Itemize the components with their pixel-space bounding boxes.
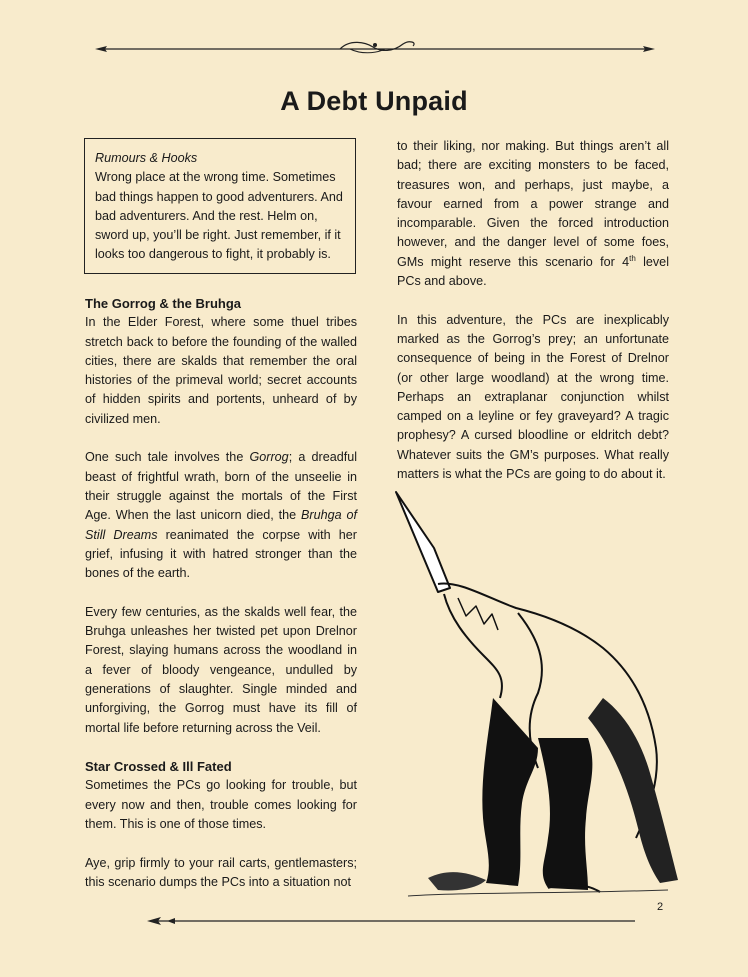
section-heading-star-crossed: Star Crossed & Ill Fated	[85, 759, 232, 775]
hooks-text: Wrong place at the wrong time. Sometimes bad things happen to good adventurers. And bad adventurers. And the rest. Helm on, sword up, you’ll be right. Just remember, if it looks too dangerous to fight, it probably is.	[95, 170, 343, 262]
page-title: A Debt Unpaid	[280, 86, 468, 116]
paragraph: One such tale involves the Gorrog; a dreadful beast of frightful wrath, born of the unseelie in their struggle against the mortals of the First Age. When the last unicorn died, the Bruhga of Still Dreams reanimated the corpse with her grief, infusing it with hatred stronger than the bones of the earth.	[85, 450, 358, 581]
paragraph: to their liking, nor making. But things aren’t all bad; there are exciting monsters to be faced, treasures won, and perhaps, just maybe, a favour earned from a power strange and incomparable. Given the forced introduction however, and the danger level of some foes, GMs might reserve this scenario for 4th level PCs and above.	[397, 139, 669, 289]
arrow-divider-icon	[95, 914, 655, 928]
paragraph: In the Elder Forest, where some thuel tribes stretch back to before the founding of the walled cities, there are skalds that remember the oral histories of the primeval world; secret accounts of hidden spirits and portents, unheard of by civilized men.	[85, 315, 357, 426]
rumours-hooks-box	[84, 138, 356, 274]
page-number: 2	[657, 901, 664, 913]
paragraph: In this adventure, the PCs are inexplicably marked as the Gorrog’s prey; an unfortunate consequence of being in the Forest of Drelnor (or other large woodland) at the wrong time. Perhaps an extraplanar conjunction whilst camped on a leyline or fey graveyard? A tragic prophesy? A cursed bloodline or eldritch debt? Whatever suits the GM’s purposes. What really matters is what the PCs are going to do about it.	[397, 312, 669, 482]
section-heading-gorrog: The Gorrog & the Bruhga	[85, 296, 241, 311]
hooks-heading: Rumours & Hooks	[95, 151, 198, 165]
paragraph: Aye, grip firmly to your rail carts, gentlemasters; this scenario dumps the PCs into a situation not	[85, 855, 357, 889]
paragraph: Every few centuries, as the skalds well fear, the Bruhga unleashes her twisted pet upon Drelnor Forest, slaying humans across the woodland in a fever of bloody vengeance, undulled by generations of slaughter. Single minded and unforgiving, the Gorrog must have its fill of mortal life before returning across the Veil.	[85, 604, 357, 735]
gorrog-creature-illustration	[388, 488, 680, 904]
flourish-divider-icon	[95, 40, 655, 54]
left-column	[85, 294, 357, 912]
right-column	[397, 137, 669, 504]
paragraph: Sometimes the PCs go looking for trouble, but every now and then, trouble comes looking for them. This is one of those times.	[85, 778, 357, 832]
